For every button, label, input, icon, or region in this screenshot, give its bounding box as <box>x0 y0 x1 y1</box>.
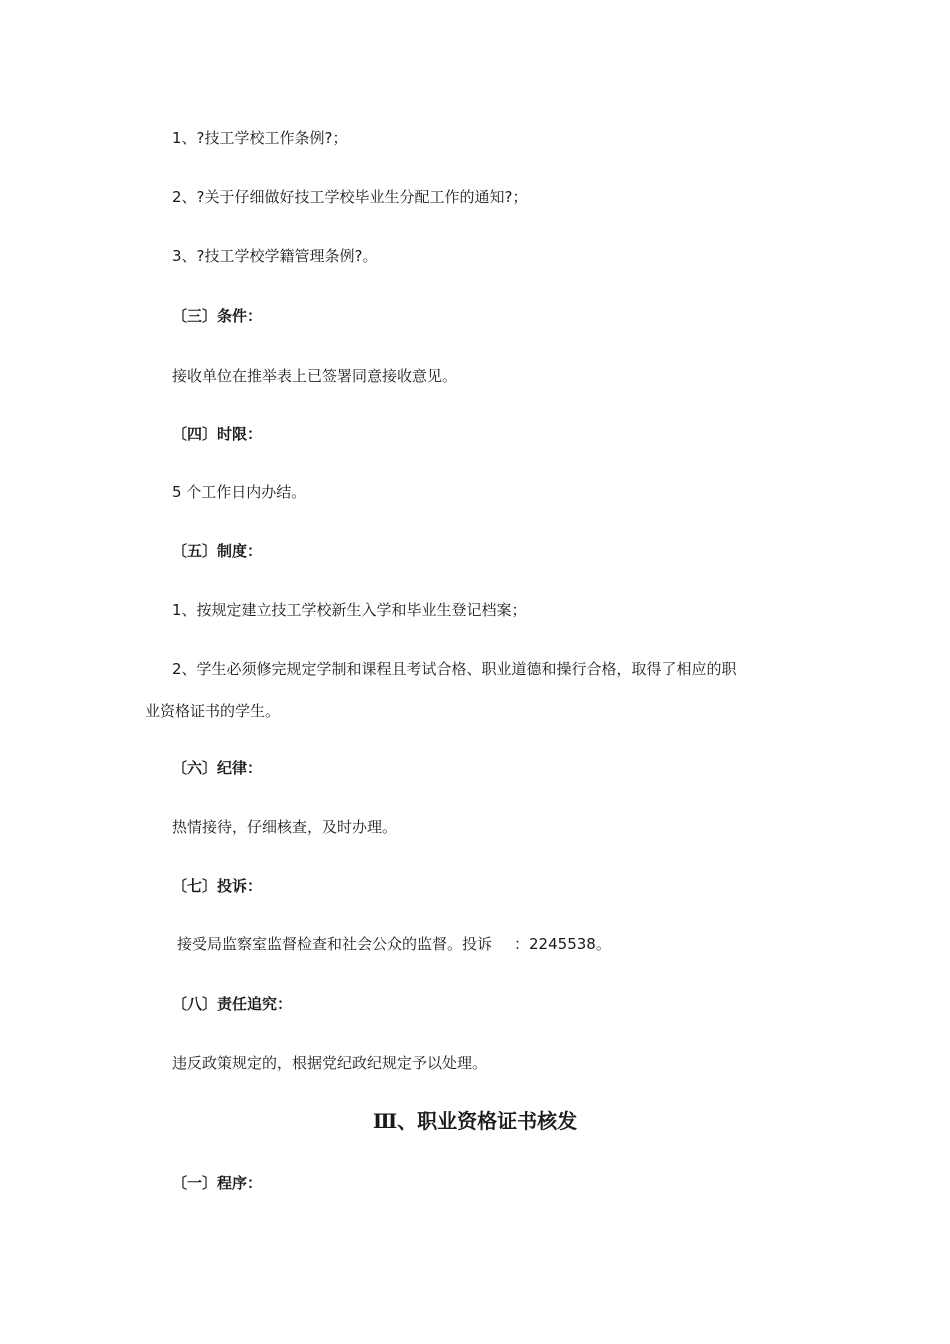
section-3-text: 接收单位在推举表上已签署同意接收意见。 <box>172 367 458 385</box>
section-5-heading: 〔五〕制度： <box>172 542 263 560</box>
section-8-heading: 〔八〕责任追究： <box>172 995 293 1013</box>
section-7-heading: 〔七〕投诉： <box>172 877 263 895</box>
section-6-heading: 〔六〕纪律： <box>172 759 263 777</box>
section-8-text: 违反政策规定的，根据党纪政纪规定予以处理。 <box>172 1054 488 1072</box>
complaint-phone: ：2245538。 <box>514 935 611 953</box>
section-7-text-main: 接受局监察室监督检查和社会公众的监督。投诉 <box>177 935 493 953</box>
section-7-text <box>177 934 611 954</box>
regulation-item-1: 1、?技工学校工作条例?； <box>172 129 348 147</box>
section-6-text: 热情接待，仔细核查，及时办理。 <box>172 818 398 836</box>
section-4-heading: 〔四〕时限： <box>172 425 263 443</box>
section-5-item-2-line-2: 业资格证书的学生。 <box>145 702 281 720</box>
section-3-heading: 〔三〕条件： <box>172 307 263 325</box>
regulation-item-2: 2、?关于仔细做好技工学校毕业生分配工作的通知?； <box>172 188 528 206</box>
procedure-heading: 〔一〕程序： <box>172 1174 263 1192</box>
chapter-title: Ⅲ、职业资格证书核发 <box>372 1109 578 1133</box>
regulation-item-3: 3、?技工学校学籍管理条例?。 <box>172 247 378 265</box>
section-4-text: 5 个工作日内办结。 <box>172 483 307 501</box>
section-5-item-2-line-1: 2、学生必须修完规定学制和课程且考试合格、职业道德和操行合格，取得了相应的职 <box>172 660 737 678</box>
section-5-item-1: 1、按规定建立技工学校新生入学和毕业生登记档案； <box>172 601 527 619</box>
